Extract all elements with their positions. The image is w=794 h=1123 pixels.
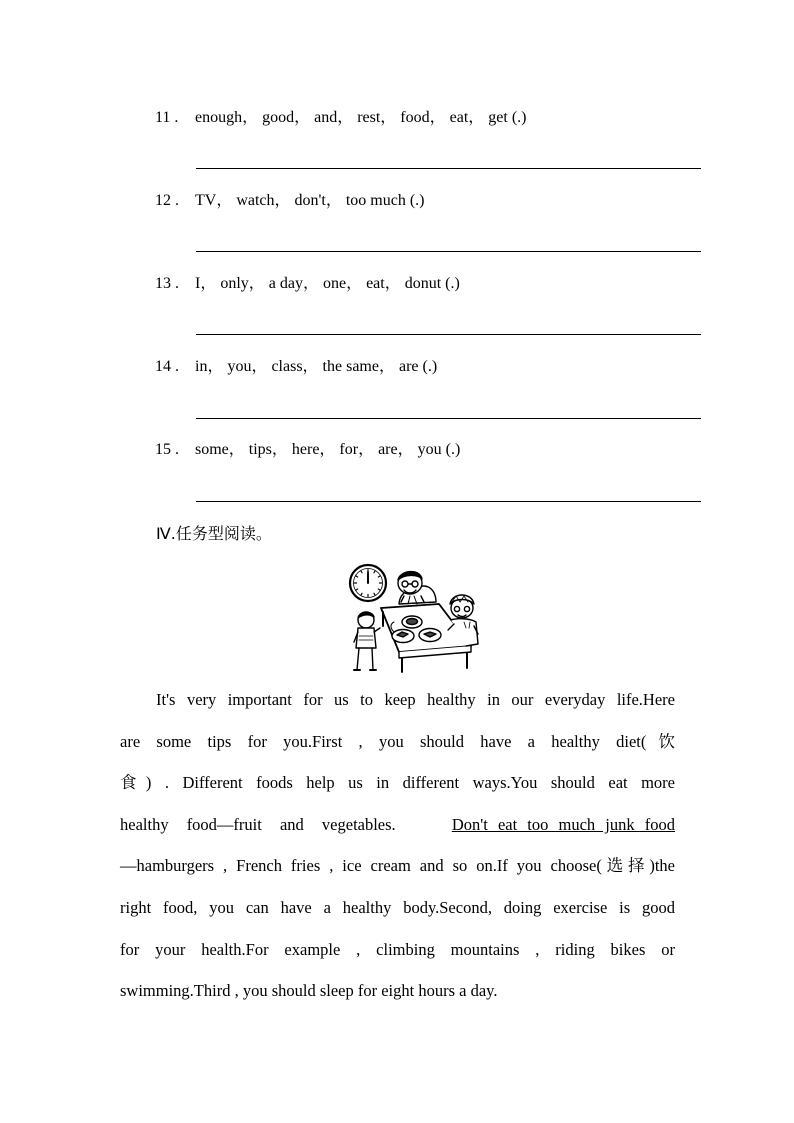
- question-number: 15 .: [155, 441, 179, 458]
- question-number: 11 .: [155, 109, 179, 126]
- question-14: [155, 357, 437, 377]
- question-words: TV， watch， don't， too much (.): [195, 192, 425, 209]
- passage-line-7: for your health.For example , climbing mountains , riding bikes or: [120, 940, 675, 959]
- question-12: [155, 191, 425, 211]
- question-words: in， you， class， the same， are (.): [195, 358, 438, 375]
- underlined-sentence: Don't eat too much junk food: [451, 815, 675, 834]
- passage-line-4-text: healthy food—fruit and vegetables.: [120, 815, 396, 834]
- question-number: 14 .: [155, 358, 179, 375]
- passage-line-3: 食) . Different foods help us in different ways.You should eat more: [120, 773, 675, 792]
- passage-line-2: are some tips for you.First , you should have a healthy diet(饮: [120, 732, 675, 751]
- child-figure-left: [354, 612, 380, 670]
- passage-line-1: It's very important for us to keep healthy in our everyday life.Here: [156, 690, 675, 709]
- question-15: [155, 440, 460, 460]
- answer-line-11[interactable]: [196, 168, 701, 169]
- question-11: [155, 108, 527, 128]
- passage-line-6: right food, you can have a healthy body.Second, doing exercise is good: [120, 898, 675, 917]
- question-number: 12 .: [155, 192, 179, 209]
- answer-line-12[interactable]: [196, 251, 701, 252]
- section-heading: Ⅳ.任务型阅读。: [156, 524, 272, 543]
- grandparent-figure: [398, 572, 436, 604]
- passage-line-8: swimming.Third , you should sleep for eight hours a day.: [120, 981, 498, 1000]
- answer-line-15[interactable]: [196, 501, 701, 502]
- question-number: 13 .: [155, 275, 179, 292]
- question-words: enough， good， and， rest， food， eat， get (.): [195, 109, 527, 126]
- question-13: [155, 274, 460, 294]
- question-words: I， only， a day， one， eat， donut (.): [195, 275, 460, 292]
- question-words: some， tips， here， for， are， you (.): [195, 441, 461, 458]
- family-dinner-illustration: [344, 562, 486, 674]
- passage-line-5: —hamburgers , French fries , ice cream and so on.If you choose(选择)the: [120, 856, 675, 875]
- answer-line-13[interactable]: [196, 334, 701, 335]
- passage-line-4: [120, 815, 675, 835]
- clock-icon: [350, 565, 386, 601]
- answer-line-14[interactable]: [196, 418, 701, 419]
